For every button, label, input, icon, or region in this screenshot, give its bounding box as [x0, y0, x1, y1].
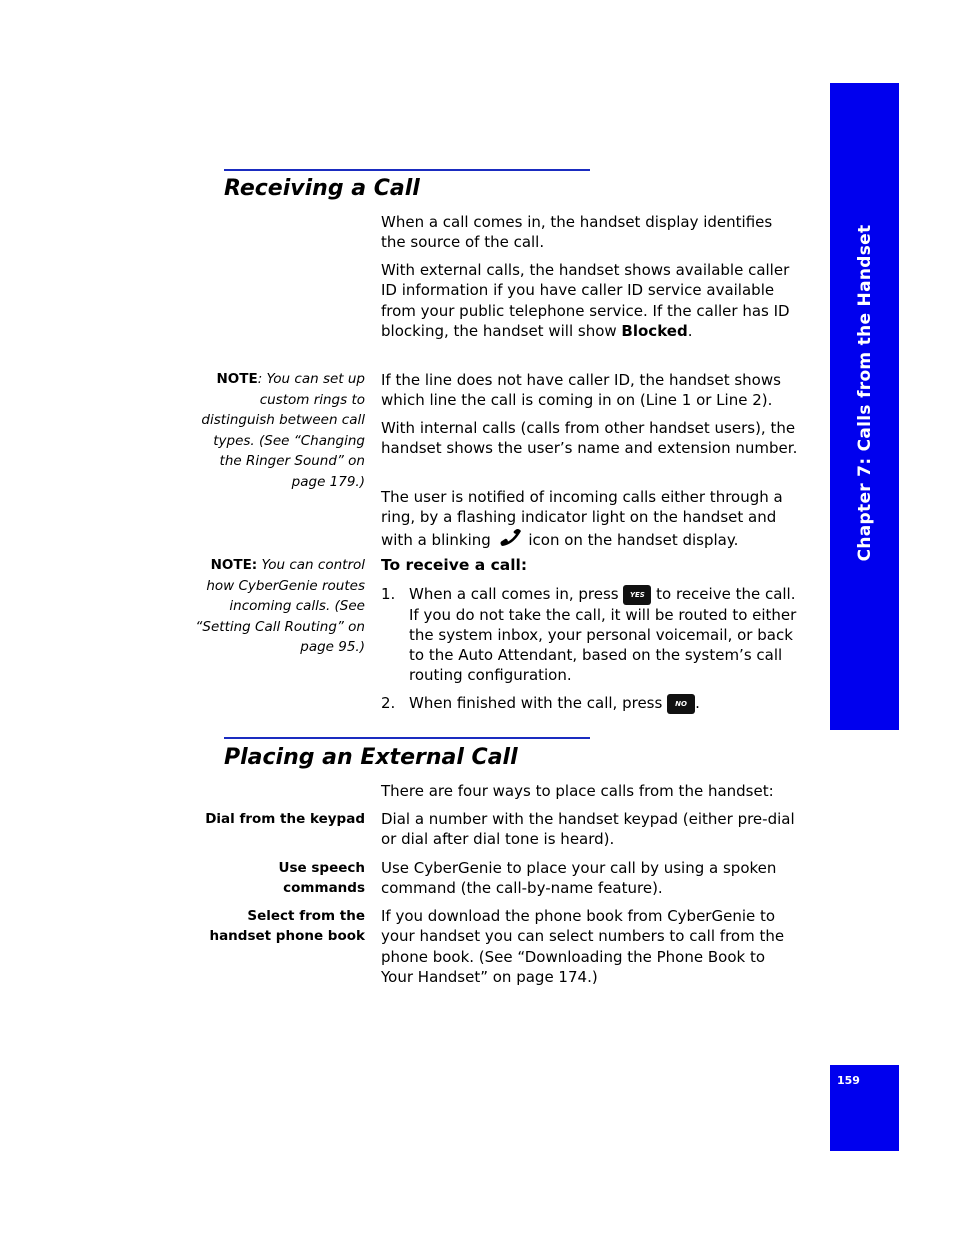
- section-title-receiving: Receiving a Call: [224, 176, 420, 201]
- method-text: Dial a number with the handset keypad (either pre-dial or dial after dial tone is heard).: [381, 810, 795, 849]
- page-number: 159: [837, 1074, 860, 1087]
- section-rule: [224, 737, 590, 739]
- method-label: Use speech commands: [278, 860, 365, 897]
- yes-key-icon: YES: [623, 585, 651, 605]
- paragraph: With external calls, the handset shows available caller ID information if you have caller ID service available from your public telephone service. If the caller has ID blocking, the handset will show Blocked.: [381, 261, 790, 340]
- method-label: Dial from the keypad: [205, 811, 365, 827]
- no-key-icon: NO: [667, 694, 695, 714]
- margin-note-routing: NOTE: You can control how CyberGenie routes incoming calls. (See “Setting Call Routing” on page 95.): [195, 557, 365, 655]
- paragraph: When a call comes in, the handset display identifies the source of the call.: [381, 213, 773, 252]
- step-item: 2. When finished with the call, press NO .: [381, 694, 700, 712]
- phone-handset-icon: [496, 528, 524, 553]
- method-text: If you download the phone book from CyberGenie to your handset you can select numbers to call from the phone book. (See “Downloading the Phone Book to Your Handset” on page 174.): [381, 907, 785, 986]
- step-item: 1. When a call comes in, press YES to receive the call. If you do not take the call, it will be routed to either the system inbox, your personal voicemail, or back to the Auto Attendant, based on the system’s call routing configuration.: [381, 585, 797, 685]
- chapter-tab: [830, 83, 899, 730]
- procedure-title: To receive a call:: [381, 556, 528, 574]
- paragraph: The user is notified of incoming calls either through a ring, by a flashing indicator light on the handset and with a blinking icon on the handset display.: [381, 487, 801, 553]
- margin-note-ringer: NOTE: You can set up custom rings to distinguish between call types. (See “Changing the Ringer Sound” on page 179.): [201, 371, 365, 490]
- blocked-term: Blocked: [621, 321, 688, 340]
- page-number-tab: [830, 1065, 899, 1151]
- method-text: Use CyberGenie to place your call by using a spoken command (the call-by-name feature).: [381, 859, 777, 898]
- section-title-placing: Placing an External Call: [224, 745, 518, 770]
- section-rule: [224, 169, 590, 171]
- paragraph: There are four ways to place calls from the handset:: [381, 782, 774, 800]
- paragraph: If the line does not have caller ID, the handset shows which line the call is coming in on (Line 1 or Line 2).: [381, 371, 781, 410]
- method-label: Select from the handset phone book: [209, 908, 365, 945]
- paragraph: With internal calls (calls from other handset users), the handset shows the user’s name and extension number.: [381, 419, 798, 458]
- chapter-title: Chapter 7: Calls from the Handset: [854, 224, 875, 562]
